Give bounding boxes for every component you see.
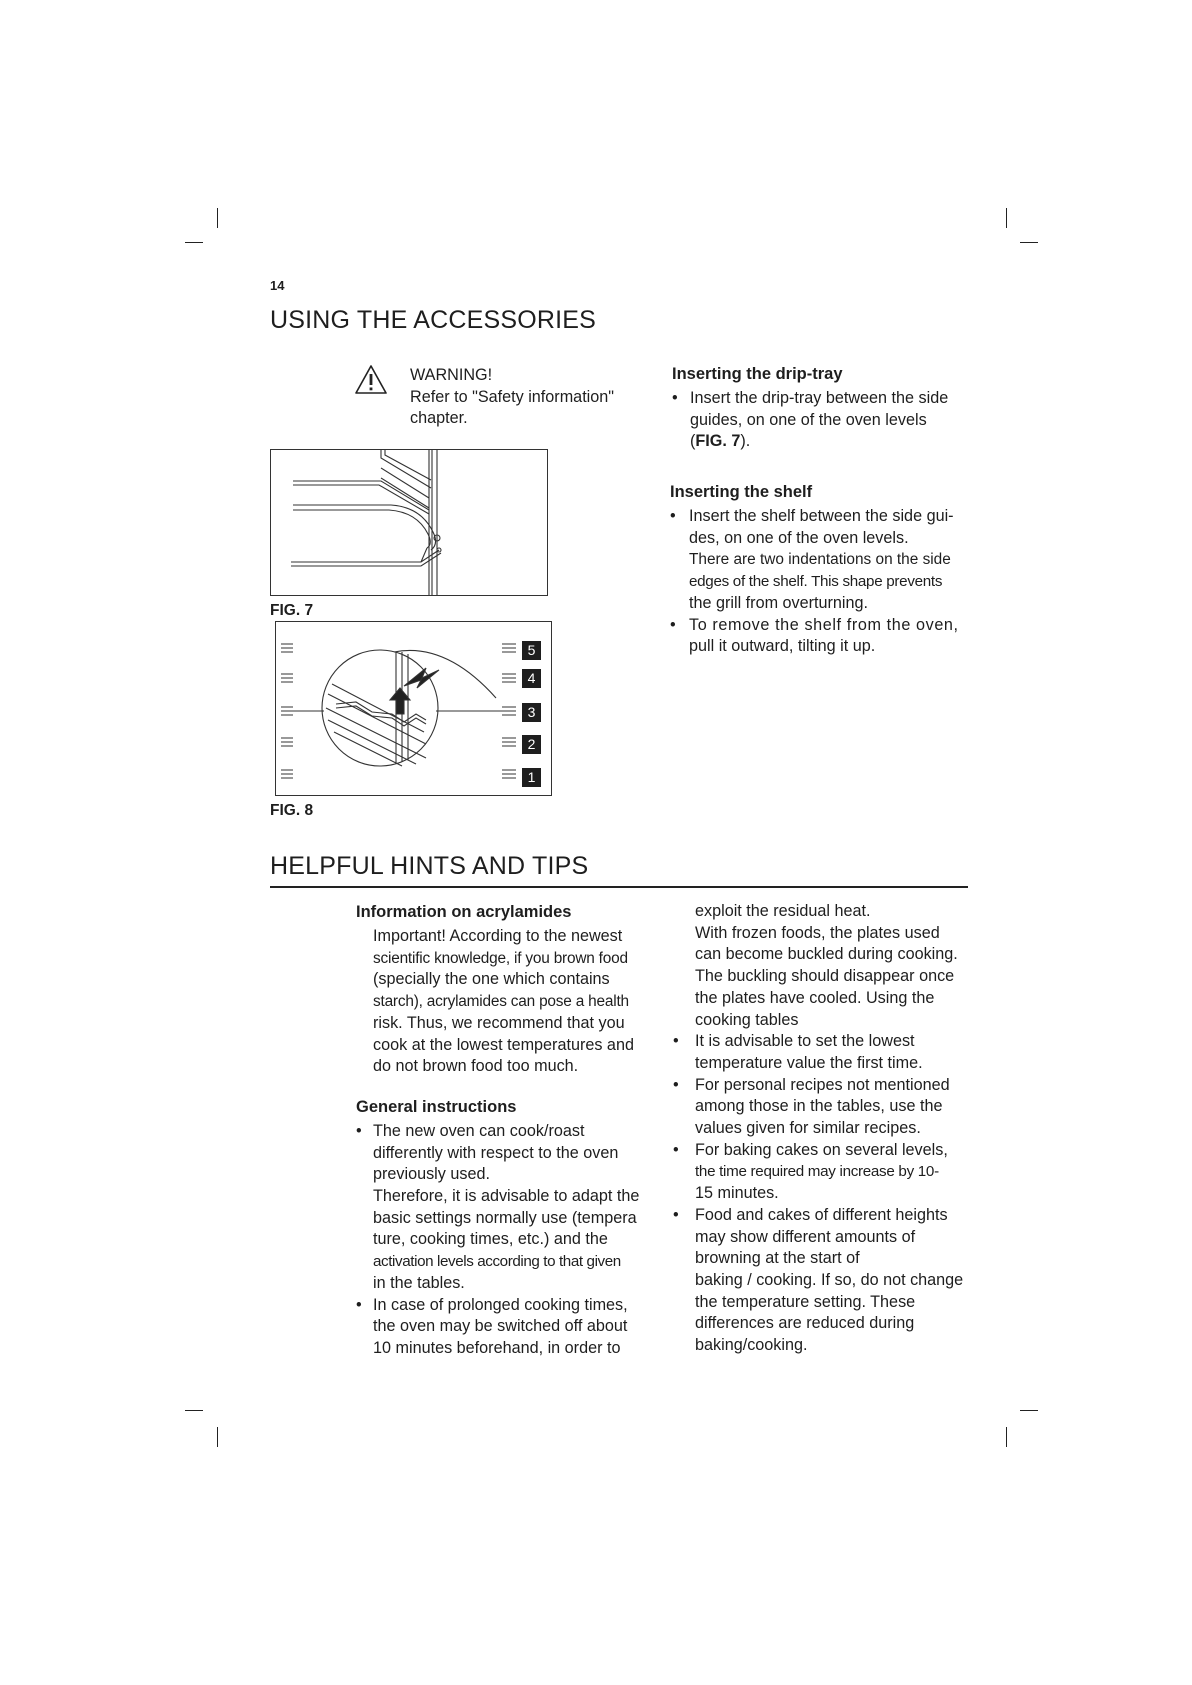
crop-mark [185,1410,203,1411]
level-badge-3: 3 [522,703,541,722]
warning-line: Refer to "Safety information" [410,387,615,406]
level-badge-5: 5 [522,641,541,660]
drip-tray-block [672,365,972,453]
list-item: • The new oven can cook/roast differently with respect to the oven previously used. Therefore, it is advisable to adapt the basic settings normally use (tempera ture, cooking times, etc.) and the activation levels according to that given in the tables. [356,1121,640,1292]
crop-mark [1020,242,1038,243]
list-item: • Food and cakes of different heights may show different amounts of browning at the start of baking / cooking. If so, do not change the temperature setting. These differences are reduced during baking/cooking. [673,1205,964,1355]
list-item: • To remove the shelf from the oven, pull it outward, tilting it up. [670,615,959,656]
list-item: • It is advisable to set the lowest temperature value the first time. [673,1032,923,1072]
crop-mark [1006,208,1007,228]
fig8-label: FIG. 8 [270,802,314,819]
fig7-label: FIG. 7 [270,602,314,619]
drip-tray-heading: Inserting the drip-tray [672,365,843,383]
acrylamides-text: Important! According to the newest scientific knowledge, if you brown food (specially the one which contains starch), acrylamides can pose a health risk. Thus, we recommend that you cook at the lowest temperatures and do not brown food too much. [373,927,634,1076]
fig7-illustration [270,449,548,596]
crop-mark [1006,1427,1007,1447]
list-item: • For personal recipes not mentioned among those in the tables, use the values given for similar recipes. [673,1075,950,1138]
section-title-accessories: USING THE ACCESSORIES [270,306,597,334]
warning-text [410,365,614,430]
section-title-hints: HELPFUL HINTS AND TIPS [270,852,589,880]
shelf-block [670,483,972,658]
warning-line: chapter. [410,409,468,428]
level-badge-4: 4 [522,669,541,688]
hints-right-column [673,901,973,1357]
crop-mark [217,1427,218,1447]
warning-icon [354,364,388,396]
crop-mark [185,242,203,243]
level-badge-1: 1 [522,768,541,787]
acrylamides-heading: Information on acrylamides [356,903,572,921]
level-badge-2: 2 [522,735,541,754]
fig8-illustration [275,621,552,796]
list-item: • Insert the shelf between the side gui- des, on one of the oven levels. There are two indentations on the side edges of the shelf. This shape prevents the grill from overturning. [670,507,954,612]
general-heading: General instructions [356,1097,517,1116]
continued-text: exploit the residual heat. With frozen foods, the plates used can become buckled during cooking. The buckling should disappear once the plates have cooled. Using the cooking tables [695,902,958,1029]
hints-left-column [356,903,656,1360]
warning-label: WARNING! [410,366,493,384]
list-item: • In case of prolonged cooking times, the oven may be switched off about 10 minutes beforehand, in order to [356,1295,628,1357]
section-divider [270,886,968,888]
list-item: • Insert the drip-tray between the side guides, on one of the oven levels (FIG. 7). [672,389,949,451]
page-number: 14 [270,278,285,293]
crop-mark [1020,1410,1038,1411]
crop-mark [217,208,218,228]
list-item: • For baking cakes on several levels, the time required may increase by 10- 15 minutes. [673,1140,948,1203]
shelf-heading: Inserting the shelf [670,483,813,501]
